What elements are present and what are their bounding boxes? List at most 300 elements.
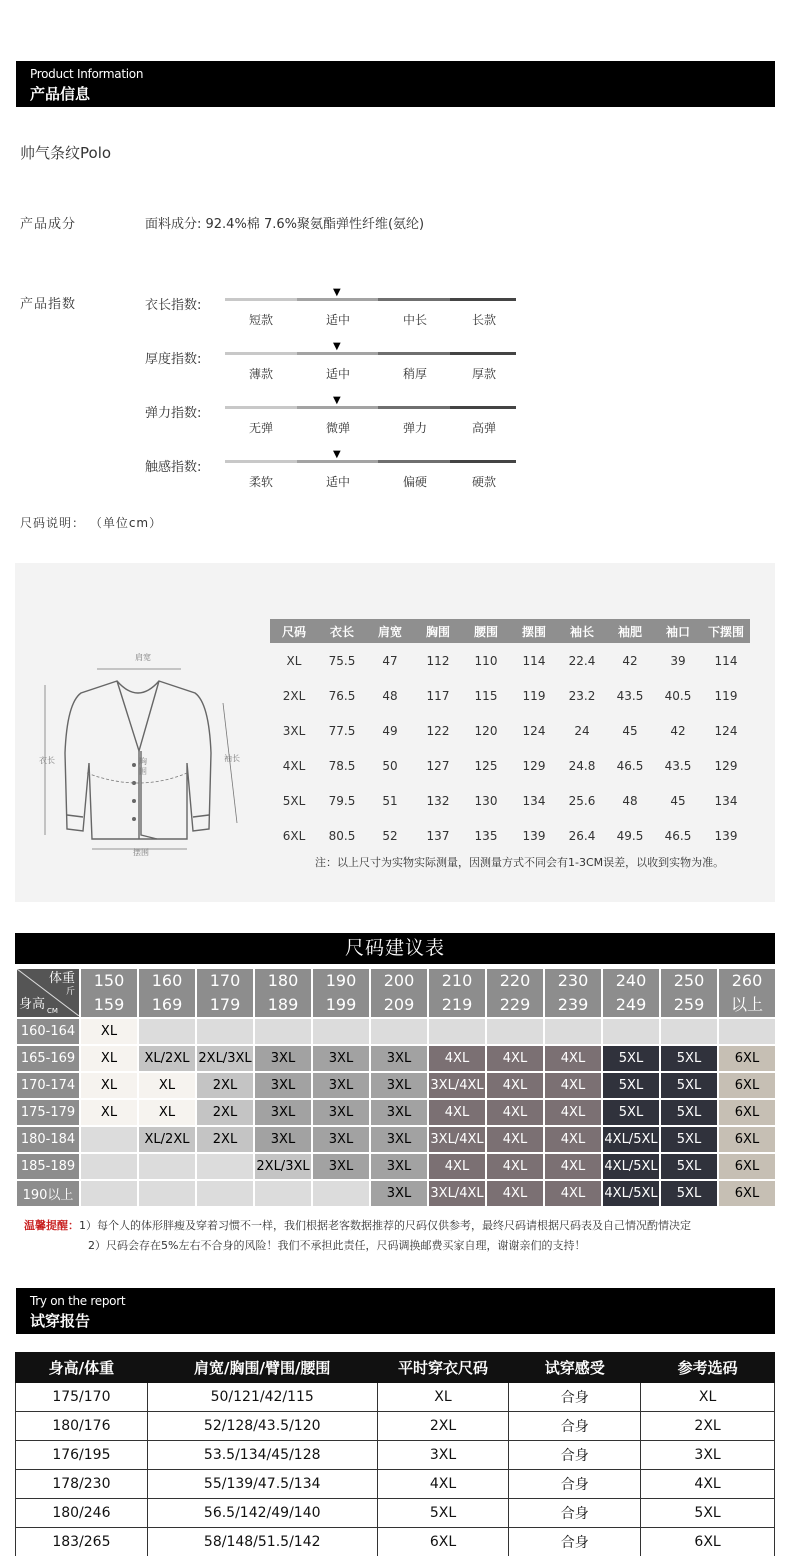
spec-cell: 76.5 — [328, 688, 356, 703]
report-header-cell: 试穿感受 — [509, 1353, 641, 1383]
advise-row — [17, 1073, 775, 1098]
size-advice-table — [15, 967, 777, 1208]
index-option: 高弹 — [471, 421, 496, 435]
weight-col — [255, 969, 311, 1017]
spec-cell: 130 — [474, 793, 498, 808]
index-segment — [378, 352, 450, 355]
weight-min: 200 — [383, 971, 415, 990]
diagram-label-length: 衣长 — [39, 756, 55, 765]
weight-col — [719, 969, 775, 1017]
advise-cell: 4XL — [487, 1154, 543, 1179]
advise-cell: XL — [81, 1073, 137, 1098]
spec-cell: 50 — [382, 758, 398, 773]
advise-cell: 4XL/5XL — [603, 1154, 659, 1179]
spec-header: 腰围 — [462, 619, 510, 643]
height-cell: 175-179 — [17, 1100, 79, 1125]
advise-row — [17, 1154, 775, 1179]
tips-line-2: 2）尺码会存在5%左右不合身的风险！我们不承担此责任，尺码调换邮费买家自理，谢谢亲们的支持！ — [88, 1239, 586, 1252]
advise-cell: 6XL — [719, 1154, 775, 1179]
advise-cell: XL — [139, 1073, 195, 1098]
spec-cell: 110 — [474, 653, 498, 668]
advise-cell: 4XL — [487, 1181, 543, 1206]
advise-cell: 4XL — [545, 1100, 601, 1125]
report-cell: 6XL — [377, 1528, 509, 1556]
index-segment — [225, 298, 297, 301]
height-cell: 185-189 — [17, 1154, 79, 1179]
spec-cell: 51 — [382, 793, 398, 808]
report-row — [16, 1412, 775, 1441]
index-segment — [378, 298, 450, 301]
spec-cell: 115 — [474, 688, 498, 703]
tips — [24, 1216, 691, 1256]
spec-cell: 42 — [670, 723, 686, 738]
spec-cell: 45 — [670, 793, 686, 808]
index-option: 适中 — [325, 367, 350, 381]
advise-cell: 3XL/4XL — [429, 1127, 485, 1152]
report-cell: 3XL — [377, 1441, 509, 1470]
weight-col — [487, 969, 543, 1017]
advise-cell — [139, 1154, 195, 1179]
index-option: 长款 — [471, 313, 496, 327]
report-header-cell: 身高/体重 — [16, 1353, 148, 1383]
advise-cell — [255, 1019, 311, 1044]
advise-cell: 3XL — [313, 1100, 369, 1125]
index-segment — [225, 352, 297, 355]
spec-header: 衣长 — [318, 619, 366, 643]
corner-height-unit: CM — [47, 1007, 58, 1015]
spec-cell: 49.5 — [616, 828, 644, 843]
advise-cell: 6XL — [719, 1181, 775, 1206]
spec-cell: 120 — [474, 723, 498, 738]
report-cell: 178/230 — [16, 1470, 148, 1499]
index-option: 硬款 — [471, 475, 496, 489]
report-cell: 合身 — [509, 1528, 641, 1556]
advise-corner — [17, 969, 79, 1017]
weight-max: 159 — [93, 995, 125, 1014]
advise-cell: 3XL — [313, 1073, 369, 1098]
advise-cell: 4XL/5XL — [603, 1181, 659, 1206]
spec-cell: 129 — [714, 758, 738, 773]
weight-col — [661, 969, 717, 1017]
report-row — [16, 1470, 775, 1499]
index-option: 弹力 — [402, 421, 427, 435]
spec-cell: 2XL — [282, 688, 306, 703]
spec-row — [270, 818, 750, 853]
advise-cell: XL — [81, 1100, 137, 1125]
advise-cell: 5XL — [603, 1100, 659, 1125]
header-zh: 产品信息 — [30, 85, 91, 103]
spec-cell: 134 — [522, 793, 546, 808]
advise-cell: 3XL — [371, 1046, 427, 1071]
spec-cell: 43.5 — [664, 758, 692, 773]
advise-cell: 4XL — [545, 1181, 601, 1206]
spec-header: 肩宽 — [366, 619, 414, 643]
report-header-row — [16, 1353, 775, 1383]
spec-cell: 119 — [714, 688, 738, 703]
index-option: 短款 — [248, 313, 273, 327]
header-accent — [12, 1288, 18, 1334]
report-cell: 4XL — [641, 1470, 775, 1499]
advise-cell — [545, 1019, 601, 1044]
advise-cell — [81, 1127, 137, 1152]
advise-cell: XL/2XL — [139, 1046, 195, 1071]
spec-cell: 125 — [474, 758, 498, 773]
spec-cell: 46.5 — [616, 758, 644, 773]
weight-max: 259 — [673, 995, 705, 1014]
advise-cell: 4XL — [429, 1100, 485, 1125]
weight-max: 179 — [209, 995, 241, 1014]
spec-cell: 80.5 — [328, 828, 356, 843]
spec-cell: 132 — [426, 793, 450, 808]
spec-cell: 22.4 — [568, 653, 596, 668]
advise-cell — [719, 1019, 775, 1044]
advise-cell — [661, 1019, 717, 1044]
weight-max: 209 — [383, 995, 415, 1014]
advise-cell: 4XL — [487, 1127, 543, 1152]
spec-cell: 39 — [670, 653, 686, 668]
index-marker-icon: ▼ — [333, 395, 341, 406]
weight-min: 250 — [673, 971, 705, 990]
advise-cell: 2XL — [197, 1100, 253, 1125]
advise-cell: 5XL — [603, 1046, 659, 1071]
header-en: Product Information — [30, 67, 144, 81]
spec-header: 袖口 — [654, 619, 702, 643]
spec-cell: 134 — [714, 793, 738, 808]
report-cell: 2XL — [377, 1412, 509, 1441]
height-cell: 180-184 — [17, 1127, 79, 1152]
spec-cell: 24.8 — [568, 758, 596, 773]
index-segment — [297, 460, 378, 463]
report-cell: 合身 — [509, 1470, 641, 1499]
advise-cell: 6XL — [719, 1127, 775, 1152]
report-cell: 52/128/43.5/120 — [147, 1412, 377, 1441]
report-cell: 53.5/134/45/128 — [147, 1441, 377, 1470]
report-cell: 5XL — [377, 1499, 509, 1528]
spec-cell: 135 — [474, 828, 498, 843]
spec-cell: 114 — [714, 653, 738, 668]
weight-min: 160 — [151, 971, 183, 990]
weight-col — [197, 969, 253, 1017]
spec-cell: 24 — [574, 723, 590, 738]
diagram-label-shoulder: 肩宽 — [135, 653, 151, 662]
index-segment — [450, 460, 516, 463]
spec-header: 摆围 — [510, 619, 558, 643]
advise-cell: 3XL — [255, 1073, 311, 1098]
spec-cell: 79.5 — [328, 793, 356, 808]
advise-cell: 2XL — [197, 1127, 253, 1152]
advise-cell: 5XL — [661, 1073, 717, 1098]
index-segment — [297, 406, 378, 409]
weight-col — [313, 969, 369, 1017]
advise-cell: 6XL — [719, 1046, 775, 1071]
advise-title: 尺码建议表 — [15, 933, 775, 964]
advise-cell: 3XL — [371, 1181, 427, 1206]
report-cell: 6XL — [641, 1528, 775, 1556]
header-zh: 试穿报告 — [30, 1312, 91, 1330]
index-segment — [378, 406, 450, 409]
report-cell: 176/195 — [16, 1441, 148, 1470]
advise-cell: XL/2XL — [139, 1127, 195, 1152]
weight-col — [429, 969, 485, 1017]
report-cell: 合身 — [509, 1441, 641, 1470]
spec-cell: 6XL — [282, 828, 306, 843]
weight-max: 219 — [441, 995, 473, 1014]
header-en: Try on the report — [30, 1294, 126, 1308]
report-cell: 180/246 — [16, 1499, 148, 1528]
weight-min: 170 — [209, 971, 241, 990]
advise-cell: 3XL/4XL — [429, 1073, 485, 1098]
spec-cell: 78.5 — [328, 758, 356, 773]
advise-cell: 4XL — [545, 1073, 601, 1098]
index-segment — [225, 460, 297, 463]
spec-cell: 42 — [622, 653, 638, 668]
advise-cell: 3XL — [255, 1046, 311, 1071]
diagram-label-chest: 胸围 — [139, 757, 147, 776]
index-marker-icon: ▼ — [333, 287, 341, 298]
spec-header: 袖长 — [558, 619, 606, 643]
spec-cell: 23.2 — [568, 688, 596, 703]
index-row-touch — [145, 449, 525, 500]
weight-max: 189 — [267, 995, 299, 1014]
report-header-cell: 肩宽/胸围/臂围/腰围 — [147, 1353, 377, 1383]
report-cell: 合身 — [509, 1383, 641, 1412]
weight-col — [545, 969, 601, 1017]
weight-col — [81, 969, 137, 1017]
weight-min: 240 — [615, 971, 647, 990]
advise-cell: 5XL — [603, 1073, 659, 1098]
weight-col — [371, 969, 427, 1017]
advise-cell: 5XL — [661, 1154, 717, 1179]
report-cell: 3XL — [641, 1441, 775, 1470]
size-note: 尺码说明： （单位cm） — [20, 516, 163, 530]
advise-cell — [487, 1019, 543, 1044]
spec-cell: 3XL — [282, 723, 306, 738]
report-cell: 50/121/42/115 — [147, 1383, 377, 1412]
weight-max: 239 — [557, 995, 589, 1014]
weight-min: 180 — [267, 971, 299, 990]
index-option: 微弹 — [325, 421, 350, 435]
weight-min: 210 — [441, 971, 473, 990]
spec-cell: 139 — [714, 828, 738, 843]
index-option: 适中 — [325, 475, 350, 489]
height-cell: 165-169 — [17, 1046, 79, 1071]
report-cell: 183/265 — [16, 1528, 148, 1556]
weight-max: 229 — [499, 995, 531, 1014]
index-option: 中长 — [402, 313, 427, 327]
spec-row — [270, 748, 750, 783]
advise-row — [17, 1046, 775, 1071]
weight-col — [139, 969, 195, 1017]
advise-cell: 6XL — [719, 1073, 775, 1098]
spec-header-row — [270, 619, 750, 643]
size-spec-table — [270, 619, 750, 853]
spec-row — [270, 643, 750, 678]
indices-label: 产品指数 — [20, 297, 77, 312]
advise-cell — [139, 1181, 195, 1206]
index-option: 柔软 — [248, 475, 273, 489]
index-segment — [225, 406, 297, 409]
tips-label: 温馨提醒： — [24, 1219, 79, 1232]
spec-cell: 137 — [426, 828, 450, 843]
advise-cell: 2XL/3XL — [255, 1154, 311, 1179]
index-segment — [378, 460, 450, 463]
advise-cell: 3XL — [371, 1073, 427, 1098]
spec-cell: 46.5 — [664, 828, 692, 843]
advise-cell — [139, 1019, 195, 1044]
advise-cell: 5XL — [661, 1100, 717, 1125]
diagram-label-sleeve: 袖长 — [224, 754, 240, 763]
advise-cell: 4XL — [487, 1073, 543, 1098]
spec-cell: 52 — [382, 828, 398, 843]
spec-header: 下摆围 — [702, 619, 750, 643]
spec-cell: 112 — [426, 653, 450, 668]
advise-cell: 5XL — [661, 1181, 717, 1206]
advise-cell — [313, 1181, 369, 1206]
index-option: 偏硬 — [402, 475, 427, 489]
product-name: 帅气条纹Polo — [20, 144, 112, 162]
size-spec-panel — [15, 563, 775, 902]
spec-cell: 139 — [522, 828, 546, 843]
index-row-length — [145, 287, 525, 338]
height-cell: 190以上 — [17, 1181, 79, 1206]
advise-row — [17, 1100, 775, 1125]
index-option: 厚款 — [471, 367, 496, 381]
advise-cell — [603, 1019, 659, 1044]
spec-cell: 45 — [622, 723, 638, 738]
spec-cell: 4XL — [282, 758, 306, 773]
advise-row — [17, 1181, 775, 1206]
spec-cell: 77.5 — [328, 723, 356, 738]
corner-height: 身高 — [19, 997, 46, 1012]
index-label: 衣长指数: — [145, 298, 202, 313]
advise-cell — [81, 1154, 137, 1179]
header-accent — [12, 61, 18, 107]
tips-text-1: 1）每个人的体形胖瘦及穿着习惯不一样，我们根据老客数据推荐的尺码仅供参考，最终尺码请根据尺码表及自己情况酌情决定 — [79, 1219, 691, 1232]
advise-cell: 2XL/3XL — [197, 1046, 253, 1071]
index-segment — [297, 352, 378, 355]
advise-cell: 4XL — [429, 1154, 485, 1179]
spec-cell: 75.5 — [328, 653, 356, 668]
spec-row — [270, 713, 750, 748]
advise-cell: 3XL — [371, 1127, 427, 1152]
diagram-label-hem: 摆围 — [133, 848, 149, 857]
weight-min: 220 — [499, 971, 531, 990]
corner-weight: 体重 — [48, 971, 75, 986]
index-segment — [450, 298, 516, 301]
corner-weight-unit: 斤 — [65, 987, 75, 997]
report-cell: 4XL — [377, 1470, 509, 1499]
spec-cell: 122 — [426, 723, 450, 738]
advise-cell — [81, 1181, 137, 1206]
advise-cell: 3XL — [313, 1127, 369, 1152]
spec-cell: 25.6 — [568, 793, 596, 808]
spec-cell: 48 — [382, 688, 398, 703]
advise-cell: 4XL — [545, 1127, 601, 1152]
index-option: 稍厚 — [402, 367, 427, 381]
spec-row — [270, 678, 750, 713]
index-option: 薄款 — [248, 367, 273, 381]
tips-line-1 — [24, 1216, 691, 1236]
spec-header: 尺码 — [270, 619, 318, 643]
report-cell: 合身 — [509, 1412, 641, 1441]
index-marker-icon: ▼ — [333, 449, 341, 460]
advise-cell — [197, 1019, 253, 1044]
weight-max: 249 — [615, 995, 647, 1014]
advise-cell: 3XL — [255, 1100, 311, 1125]
advise-cell: 3XL — [371, 1100, 427, 1125]
advise-cell: 3XL — [313, 1154, 369, 1179]
spec-cell: 117 — [426, 688, 450, 703]
height-cell: 170-174 — [17, 1073, 79, 1098]
spec-cell: 127 — [426, 758, 450, 773]
spec-cell: 119 — [522, 688, 546, 703]
advise-cell: 5XL — [661, 1046, 717, 1071]
advise-cell: 4XL — [429, 1046, 485, 1071]
spec-cell: 49 — [382, 723, 398, 738]
weight-max: 以上 — [730, 995, 763, 1014]
advise-cell: 4XL — [545, 1154, 601, 1179]
advise-cell — [371, 1019, 427, 1044]
advise-cell — [197, 1154, 253, 1179]
advise-cell: 3XL — [255, 1127, 311, 1152]
index-row-elasticity — [145, 395, 525, 446]
advise-cell: 5XL — [661, 1127, 717, 1152]
weight-min: 150 — [93, 971, 125, 990]
spec-cell: 129 — [522, 758, 546, 773]
spec-cell: 40.5 — [664, 688, 692, 703]
advise-cell — [313, 1019, 369, 1044]
advise-cell: XL — [81, 1019, 137, 1044]
advise-cell: 3XL — [313, 1046, 369, 1071]
advise-cell: 4XL — [487, 1046, 543, 1071]
index-segment — [450, 406, 516, 409]
advise-cell: 6XL — [719, 1100, 775, 1125]
report-cell: XL — [641, 1383, 775, 1412]
report-cell: 175/170 — [16, 1383, 148, 1412]
index-marker-icon: ▼ — [333, 341, 341, 352]
report-header — [12, 1288, 775, 1334]
composition-value: 面料成分: 92.4%棉 7.6%聚氨酯弹性纤维(氨纶) — [145, 217, 425, 232]
product-info-header — [12, 61, 775, 107]
index-label: 触感指数: — [145, 460, 202, 475]
advise-row — [17, 1127, 775, 1152]
weight-min: 230 — [557, 971, 589, 990]
weight-min: 190 — [325, 971, 357, 990]
report-header-cell: 参考选码 — [641, 1353, 775, 1383]
advise-cell: XL — [81, 1046, 137, 1071]
weight-max: 169 — [151, 995, 183, 1014]
spec-cell: 48 — [622, 793, 638, 808]
report-cell: 2XL — [641, 1412, 775, 1441]
index-segment — [450, 352, 516, 355]
index-label: 弹力指数: — [145, 406, 202, 421]
weight-max: 199 — [325, 995, 357, 1014]
report-cell: 180/176 — [16, 1412, 148, 1441]
weight-min: 260 — [731, 971, 763, 990]
report-cell: 56.5/142/49/140 — [147, 1499, 377, 1528]
spec-header: 胸围 — [414, 619, 462, 643]
advise-body — [17, 1019, 775, 1206]
composition-label: 产品成分 — [20, 217, 77, 232]
index-option: 无弹 — [248, 421, 273, 435]
report-body — [16, 1383, 775, 1556]
try-on-report-table — [15, 1352, 775, 1556]
spec-cell: 114 — [522, 653, 546, 668]
advise-cell — [197, 1181, 253, 1206]
report-row — [16, 1528, 775, 1556]
report-header-cell: 平时穿衣尺码 — [377, 1353, 509, 1383]
spec-cell: 124 — [714, 723, 738, 738]
